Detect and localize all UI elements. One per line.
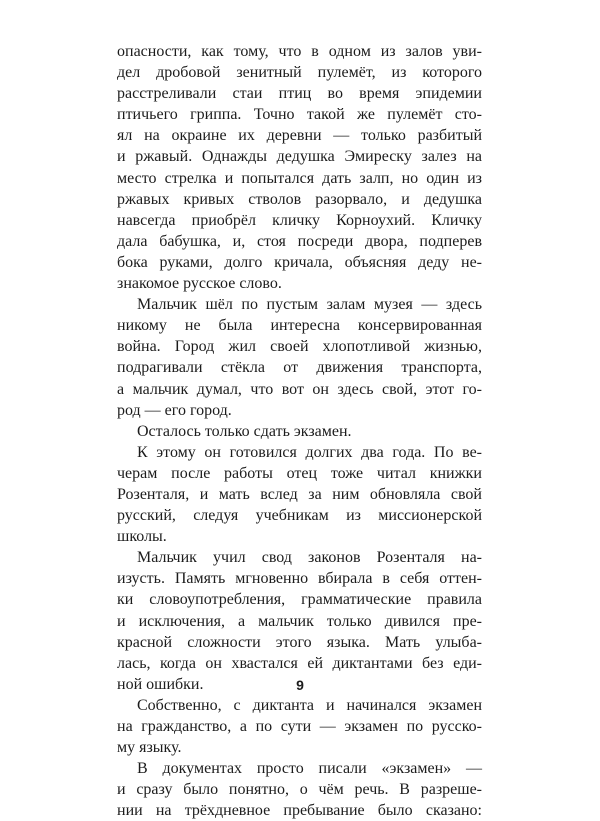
text-line: ной ошибки.: [117, 675, 204, 693]
text-line: Осталось только сдать экзамен.: [137, 422, 352, 440]
text-line: Собственно, с диктанта и начинался экзамен: [137, 696, 482, 714]
text-line: лась, когда он хвастался ей диктантами без еди-: [117, 654, 482, 672]
text-line: черам после работы отец тоже читал книжки: [117, 464, 482, 482]
text-line: а мальчик думал, что вот он здесь свой, этот го-: [117, 380, 482, 398]
text-line: и исключения, а мальчик только дивился пре-: [117, 612, 482, 630]
text-line: му языку.: [117, 739, 182, 757]
text-line: война. Город жил своей хлопотливой жизнью,: [117, 338, 482, 356]
text-line: К этому он готовился долгих два года. По ве-: [137, 443, 482, 461]
text-line: подрагивали стёкла от движения транспорта,: [117, 359, 482, 377]
body-text: [117, 41, 482, 821]
text-line: и ржавый. Однажды дедушка Эмиреску залез на: [117, 148, 482, 166]
text-line: род — его город.: [117, 401, 232, 419]
text-line: Мальчик учил свод законов Розенталя на-: [137, 549, 482, 567]
text-line: В документах просто писали «экзамен» —: [137, 760, 482, 778]
page-number: 9: [296, 677, 304, 693]
text-line: ял на окраине их деревни — только разбитый: [117, 127, 482, 145]
text-line: дала бабушка, и, стоя посреди двора, подперев: [117, 232, 482, 250]
text-line: никому не была интересна консервированная: [117, 317, 482, 335]
text-line: изусть. Память мгновенно вбирала в себя оттен-: [117, 570, 482, 588]
text-line: школы.: [117, 528, 167, 546]
text-line: дел дробовой зенитный пулемёт, из которого: [117, 64, 482, 82]
text-line: Мальчик шёл по пустым залам музея — здесь: [137, 296, 482, 314]
text-line: ржавых кривых стволов разорвало, и дедушка: [117, 190, 482, 208]
text-line: ки словоупотребления, грамматические правила: [117, 591, 482, 609]
text-line: навсегда приобрёл кличку Корноухий. Кличку: [117, 211, 482, 229]
text-line: Розенталя, и мать вслед за ним обновляла свой: [117, 485, 482, 503]
text-line: русский, следуя учебникам из миссионерской: [117, 507, 482, 525]
text-line: знакомое русское слово.: [117, 275, 282, 293]
text-line: бока руками, долго кричала, объясняя деду не-: [117, 253, 482, 271]
text-line: место стрелка и попытался дать залп, но один из: [117, 169, 482, 187]
text-line: красной сложности этого языка. Мать улыба-: [117, 633, 482, 651]
text-line: нии на трёхдневное пребывание было сказано:: [117, 802, 482, 820]
text-line: на гражданство, а по сути — экзамен по русско-: [117, 718, 482, 735]
text-line: и сразу было понятно, о чём речь. В разреше-: [117, 781, 482, 799]
text-line: расстреливали стаи птиц во время эпидемии: [117, 85, 482, 103]
text-line: птичьего гриппа. Точно такой же пулемёт сто-: [117, 106, 482, 124]
text-line: опасности, как тому, что в одном из залов уви-: [117, 43, 482, 60]
